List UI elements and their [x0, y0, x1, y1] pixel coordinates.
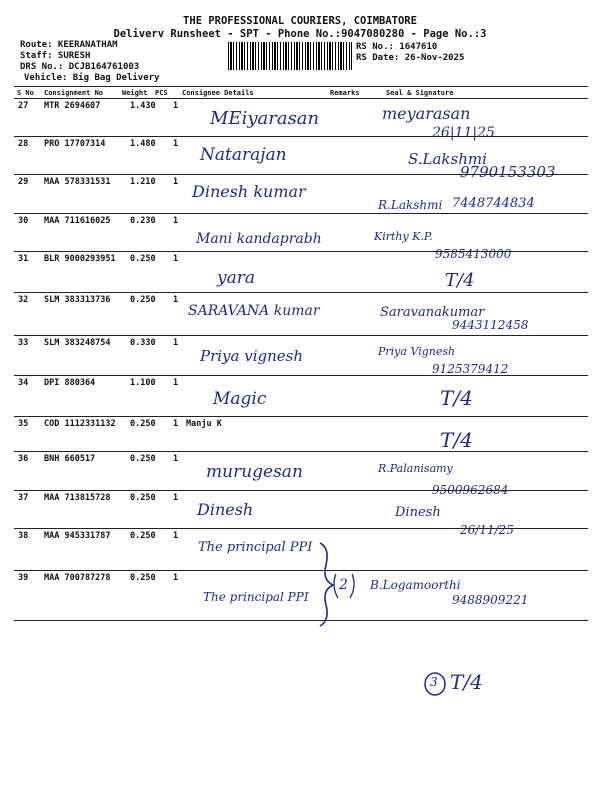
vehicle-label: Vehicle: Big Bag Delivery: [24, 73, 160, 83]
row-handwritten-name: murugesan: [206, 462, 303, 482]
row-phone-number: 9443112458: [452, 318, 529, 332]
row-signature-date: 26/11/25: [460, 523, 514, 537]
row-pcs: 1: [173, 454, 179, 464]
row-signature: Kirthy K.P.: [374, 230, 433, 243]
row-sno: 39: [18, 573, 29, 583]
row-weight: 0.250: [130, 573, 156, 583]
row-pcs: 1: [173, 419, 179, 429]
row-signature: Saravanakumar: [380, 305, 485, 320]
row-handwritten-name: Dinesh kumar: [192, 182, 306, 201]
row-sno: 30: [18, 216, 29, 226]
row-sno: 37: [18, 493, 29, 503]
row-phone-number: 9125379412: [432, 362, 509, 376]
row-consignment-no: MTR 2694607: [44, 101, 101, 111]
col-header-seal: Seal & Signature: [386, 89, 454, 97]
row-handwritten-name: MEiyarasan: [210, 108, 320, 129]
row-consignment-no: PRO 17707314: [44, 139, 106, 149]
row-weight: 0.330: [130, 338, 156, 348]
bracket-count: 2: [339, 577, 348, 593]
row-sno: 35: [18, 419, 29, 429]
row-handwritten-name: Priya vignesh: [200, 347, 304, 365]
row-handwritten-name: The principal PPI: [198, 540, 313, 555]
row-consignment-no: MAA 700787278: [44, 573, 111, 583]
row-phone-number: 7448744834: [452, 196, 535, 211]
drs-number: DRS No.: DCJB164761003: [20, 62, 140, 72]
row-signature: T/4: [440, 386, 473, 410]
row-handwritten-name: Mani kandaprabh: [196, 231, 322, 247]
row-signature: S.Lakshmi: [408, 150, 487, 168]
row-phone-number: 9790153303: [460, 163, 556, 181]
row-sno: 34: [18, 378, 29, 388]
row-phone-number: 9488909221: [452, 593, 529, 607]
row-consignment-no: MAA 578331531: [44, 177, 111, 187]
row-signature: R.Lakshmi: [378, 198, 443, 212]
footer-circle-number: 3: [430, 675, 438, 689]
rs-date: RS Date: 26-Nov-2025: [356, 53, 465, 63]
row-handwritten-name: Magic: [213, 389, 267, 409]
row-weight: 0.250: [130, 254, 156, 264]
row-consignee: Manju K: [186, 419, 222, 429]
row-handwritten-name: SARAVANA kumar: [188, 303, 320, 319]
row-handwritten-name: The principal PPI: [203, 590, 309, 604]
row-sno: 29: [18, 177, 29, 187]
row-signature: meyarasan: [382, 104, 471, 123]
col-header-weight: Weight: [122, 89, 148, 97]
row-sno: 38: [18, 531, 29, 541]
col-header-sno: S No: [17, 89, 34, 97]
row-pcs: 1: [173, 573, 179, 583]
row-handwritten-name: Natarajan: [200, 145, 287, 165]
row-sno: 28: [18, 139, 29, 149]
row-signature-date: 26|11|25: [432, 125, 495, 141]
row-phone-number: 9585413000: [435, 247, 512, 261]
row-consignment-no: MAA 713815728: [44, 493, 111, 503]
row-consignment-no: BNH 660517: [44, 454, 96, 464]
row-weight: 0.250: [130, 454, 156, 464]
row-consignment-no: MAA 945331787: [44, 531, 111, 541]
row-consignment-no: MAA 711616025: [44, 216, 111, 226]
row-weight: 1.430: [130, 101, 156, 111]
row-pcs: 1: [173, 531, 179, 541]
row-signature: T/4: [445, 270, 475, 291]
row-signature: T/4: [440, 428, 473, 452]
row-weight: 0.250: [130, 531, 156, 541]
row-signature: B.Logamoorthi: [370, 578, 461, 592]
col-header-pcs: PCS: [155, 89, 168, 97]
row-pcs: 1: [173, 216, 179, 226]
rs-number: RS No.: 1647610: [356, 42, 438, 52]
row-sno: 32: [18, 295, 29, 305]
row-sno: 31: [18, 254, 29, 264]
row-sno: 27: [18, 101, 29, 111]
row-phone-number: 9500962684: [432, 483, 509, 497]
route-label: Route: KEERANATHAM: [20, 40, 118, 50]
footer-note: T/4: [450, 670, 483, 694]
row-pcs: 1: [173, 139, 179, 149]
col-header-consignee: Consignee Details: [182, 89, 254, 97]
company-title: THE PROFESSIONAL COURIERS, COIMBATORE: [183, 15, 417, 27]
row-pcs: 1: [173, 177, 179, 187]
row-signature: R.Palanisamy: [378, 462, 453, 475]
row-weight: 0.250: [130, 493, 156, 503]
row-pcs: 1: [173, 338, 179, 348]
row-pcs: 1: [173, 254, 179, 264]
staff-label: Staff: SURESH: [20, 51, 91, 61]
row-weight: 1.480: [130, 139, 156, 149]
row-consignment-no: DPI 880364: [44, 378, 96, 388]
row-consignment-no: SLM 383248754: [44, 338, 111, 348]
row-sno: 33: [18, 338, 29, 348]
row-pcs: 1: [173, 101, 179, 111]
row-handwritten-name: yara: [217, 268, 256, 288]
row-pcs: 1: [173, 295, 179, 305]
row-weight: 0.250: [130, 419, 156, 429]
row-weight: 0.250: [130, 295, 156, 305]
runsheet-title: Deliverv Runsheet - SPT - Phone No.:9047080280 - Page No.:3: [113, 28, 487, 40]
row-weight: 1.100: [130, 378, 156, 388]
row-consignment-no: SLM 383313736: [44, 295, 111, 305]
row-handwritten-name: Dinesh: [197, 500, 254, 519]
row-consignment-no: BLR 9000293951: [44, 254, 116, 264]
row-pcs: 1: [173, 378, 179, 388]
row-consignment-no: COD 1112331132: [44, 419, 116, 429]
row-weight: 0.230: [130, 216, 156, 226]
row-signature: Dinesh: [395, 505, 441, 520]
row-pcs: 1: [173, 493, 179, 503]
col-header-remarks: Remarks: [330, 89, 360, 97]
row-weight: 1.210: [130, 177, 156, 187]
col-header-consignment: Consignment No: [44, 89, 104, 97]
row-signature: Priya Vignesh: [378, 345, 456, 358]
row-sno: 36: [18, 454, 29, 464]
